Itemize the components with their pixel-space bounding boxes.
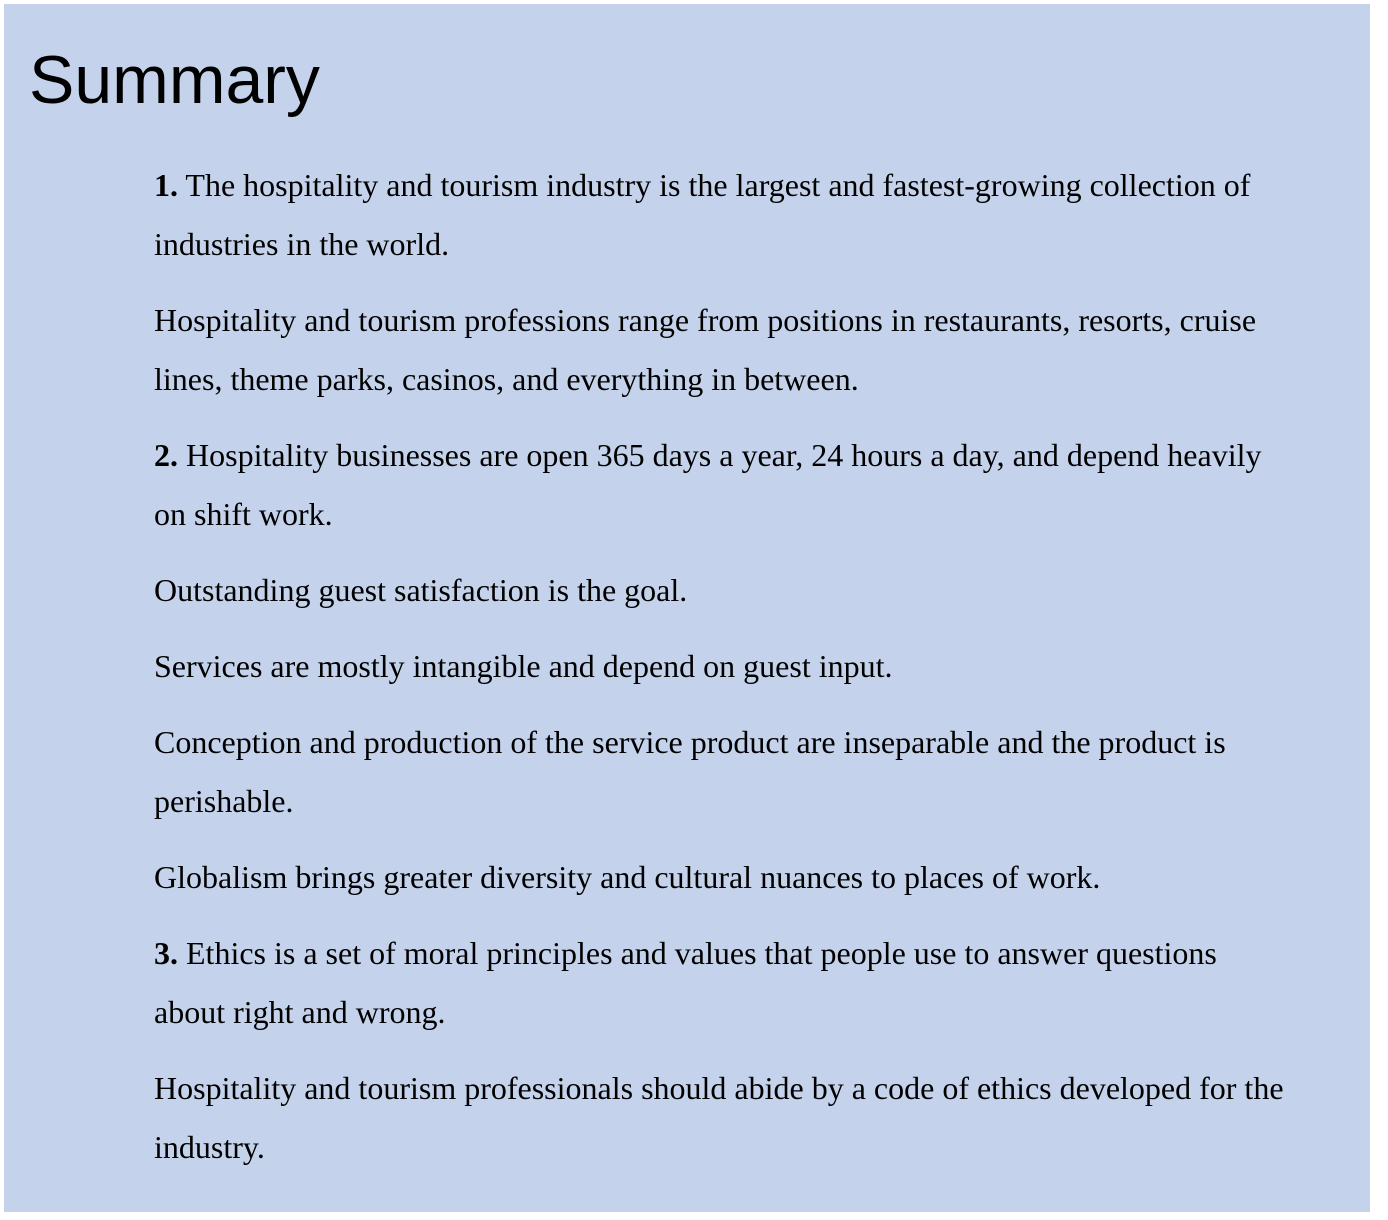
summary-paragraph-4	[154, 561, 1294, 620]
page-title: Summary	[29, 42, 320, 118]
summary-paragraph-1	[154, 156, 1294, 274]
summary-paragraph-9	[154, 1059, 1294, 1177]
paragraph-number: 3.	[154, 935, 178, 971]
paragraph-number: 2.	[154, 437, 178, 473]
summary-paragraph-7	[154, 848, 1294, 907]
paragraph-text: Ethics is a set of moral principles and values that people use to answer questions about right and wrong.	[154, 935, 1217, 1030]
paragraph-number: 1.	[154, 167, 178, 203]
paragraph-text: Hospitality businesses are open 365 days a year, 24 hours a day, and depend heavily on shift work.	[154, 437, 1262, 532]
summary-paragraph-8	[154, 924, 1294, 1042]
paragraph-text: Hospitality and tourism professionals should abide by a code of ethics developed for the industry.	[154, 1070, 1284, 1165]
paragraph-text: Globalism brings greater diversity and cultural nuances to places of work.	[154, 859, 1101, 895]
paragraph-text: The hospitality and tourism industry is the largest and fastest-growing collection of industries in the world.	[154, 167, 1251, 262]
paragraph-text: Hospitality and tourism professions range from positions in restaurants, resorts, cruise lines, theme parks, casinos, and everything in between.	[154, 302, 1257, 397]
summary-paragraph-6	[154, 713, 1294, 831]
paragraph-text: Conception and production of the service product are inseparable and the product is perishable.	[154, 724, 1226, 819]
summary-paragraph-3	[154, 426, 1294, 544]
paragraph-text: Outstanding guest satisfaction is the goal.	[154, 572, 688, 608]
summary-paragraph-5	[154, 637, 1294, 696]
summary-panel	[4, 4, 1370, 1212]
summary-paragraph-2	[154, 291, 1294, 409]
summary-content	[154, 156, 1294, 1194]
paragraph-text: Services are mostly intangible and depend on guest input.	[154, 648, 893, 684]
